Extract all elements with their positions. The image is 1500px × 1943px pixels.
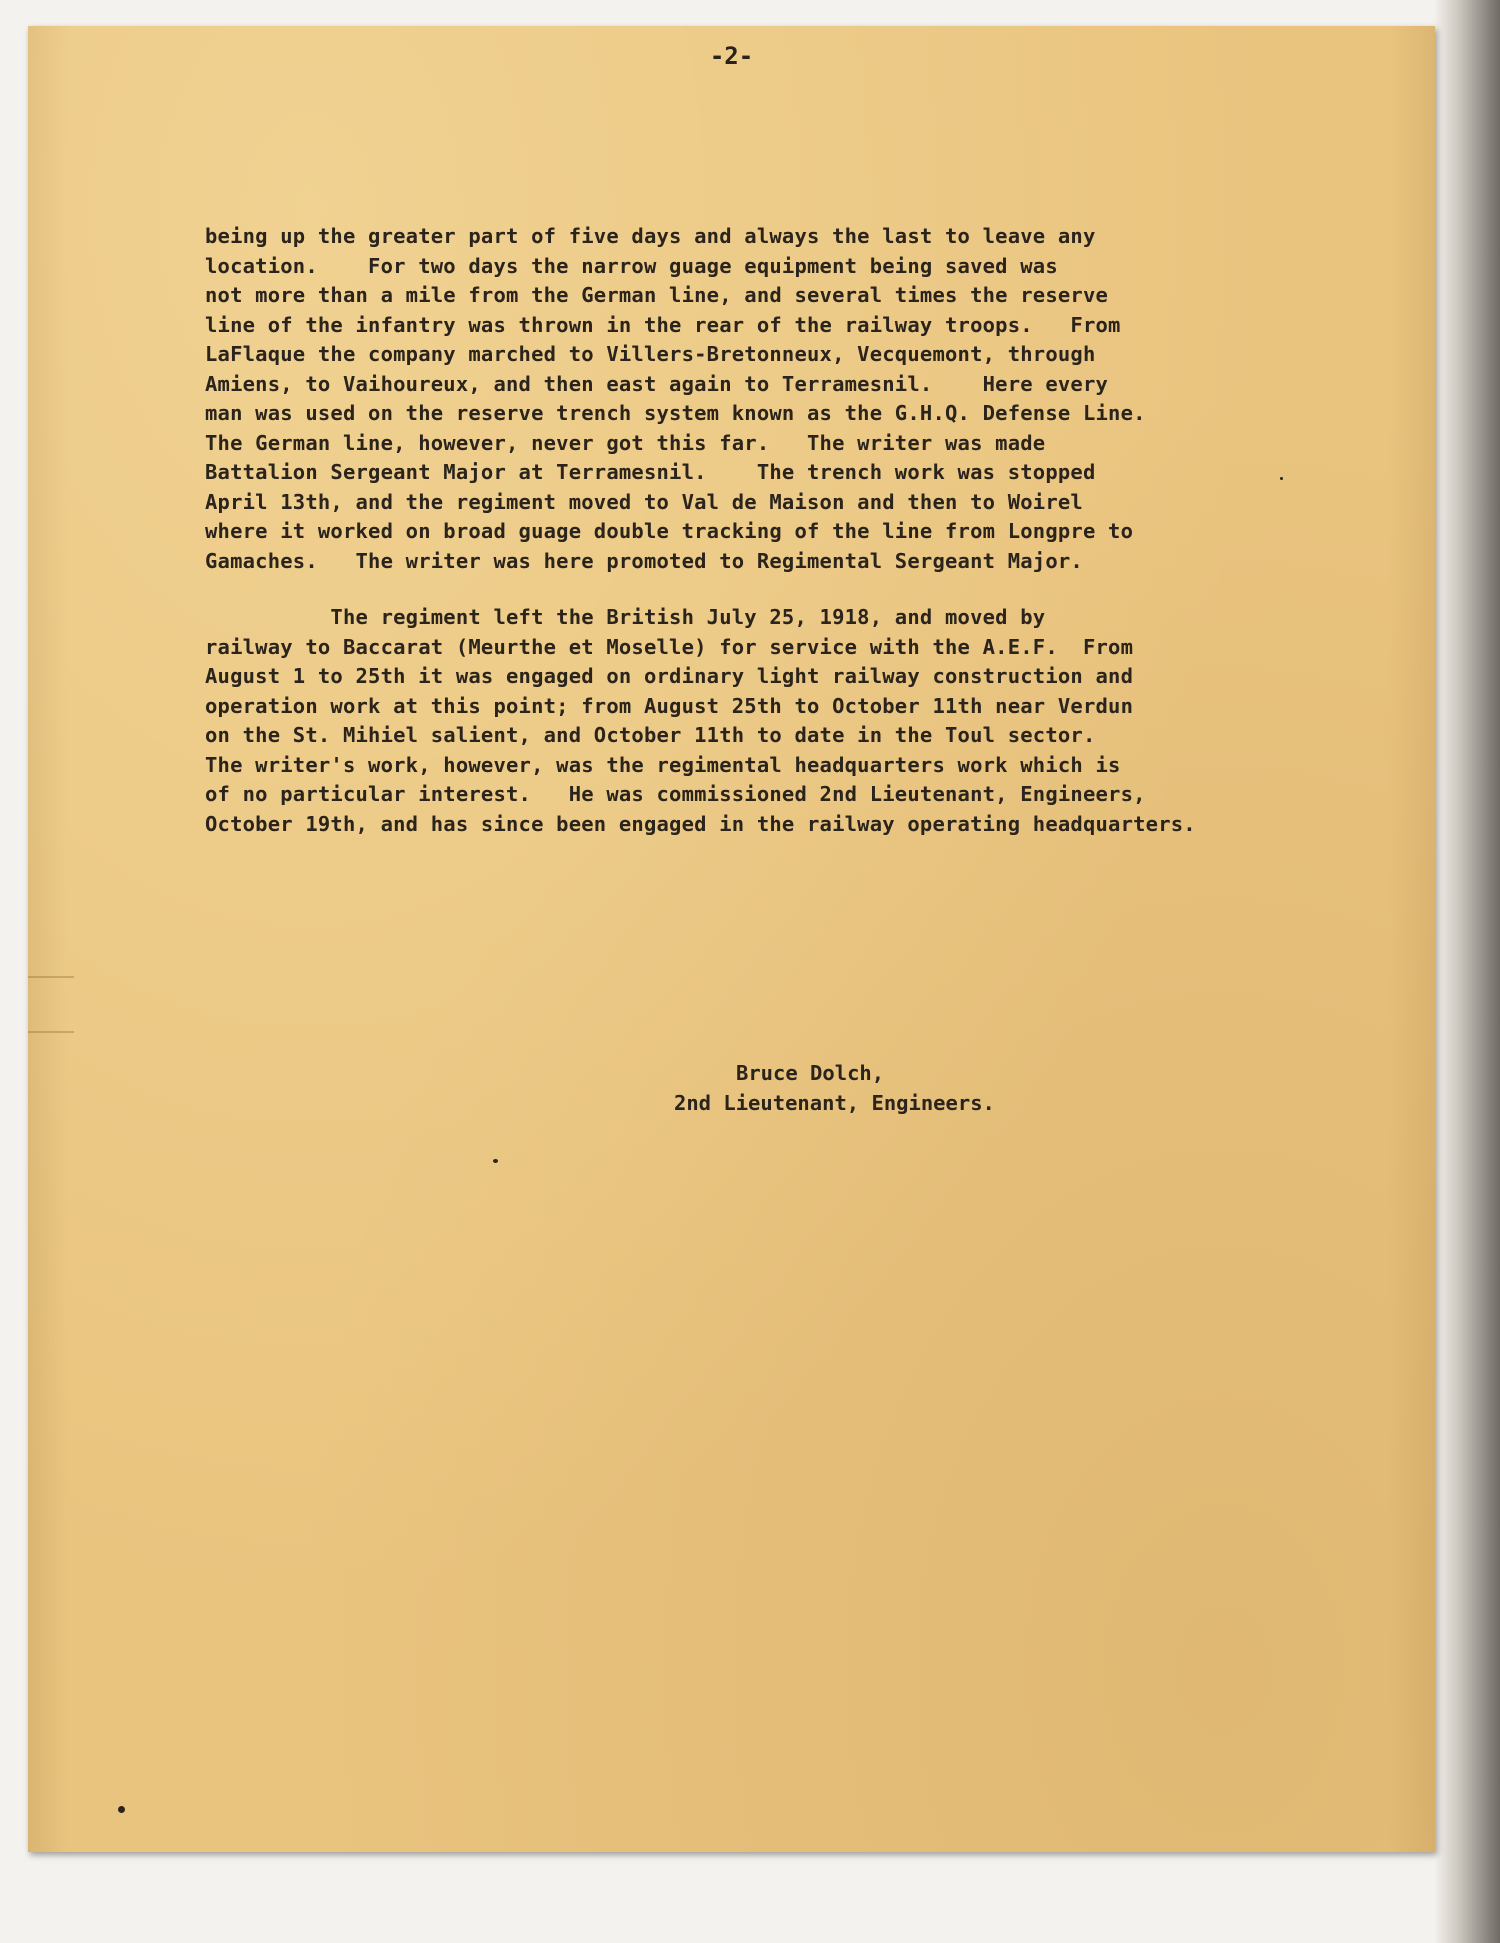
text-line: The regiment left the British July 25, 1918, and moved by [205, 605, 1046, 629]
text-line: where it worked on broad guage double tracking of the line from Longpre to [205, 519, 1134, 543]
ink-speck [118, 1806, 125, 1813]
scanner-edge-shadow [1434, 0, 1500, 1943]
signature-title: 2nd Lieutenant, Engineers. [674, 1091, 995, 1115]
text-line: line of the infantry was thrown in the rear of the railway troops. From [205, 312, 1121, 337]
text-line: The German line, however, never got this far. The writer was made [205, 430, 1046, 455]
paragraph-2 [205, 603, 1325, 839]
text-line: location. For two days the narrow guage equipment being saved was [205, 253, 1058, 278]
ink-speck [493, 1159, 498, 1163]
signature-name: Bruce Dolch, [736, 1061, 885, 1085]
text-line: Battalion Sergeant Major at Terramesnil. The trench work was stopped [205, 460, 1096, 484]
text-line: October 19th, and has since been engaged in the railway operating headquarters. [205, 811, 1196, 836]
text-line: man was used on the reserve trench system known as the G.H.Q. Defense Line. [205, 401, 1146, 425]
text-line: on the St. Mihiel salient, and October 11th to date in the Toul sector. [205, 723, 1096, 747]
text-line: Gamaches. The writer was here promoted to Regimental Sergeant Major. [205, 548, 1083, 573]
paper-fold-mark [28, 1031, 74, 1033]
text-line: Amiens, to Vaihoureux, and then east again to Terramesnil. Here every [205, 371, 1109, 396]
text-line: August 1 to 25th it was engaged on ordinary light railway construction and [205, 664, 1134, 688]
paper-fold-mark [28, 976, 74, 978]
text-line: April 13th, and the regiment moved to Val de Maison and then to Woirel [205, 489, 1083, 514]
text-line: LaFlaque the company marched to Villers-Bretonneux, Vecquemont, through [205, 342, 1096, 366]
text-line: railway to Baccarat (Meurthe et Moselle) for service with the A.E.F. From [205, 634, 1134, 659]
text-line: operation work at this point; from August 25th to October 11th near Verdun [205, 693, 1134, 718]
document-page [28, 26, 1435, 1852]
text-line: The writer's work, however, was the regimental headquarters work which is [205, 752, 1121, 777]
text-line: being up the greater part of five days and always the last to leave any [205, 224, 1096, 248]
signature-block [674, 1058, 1374, 1118]
text-line: not more than a mile from the German line, and several times the reserve [205, 283, 1109, 307]
ink-speck [1280, 477, 1283, 480]
page-number: -2- [709, 42, 754, 70]
paragraph-1 [205, 222, 1325, 576]
text-line: of no particular interest. He was commissioned 2nd Lieutenant, Engineers, [205, 782, 1146, 806]
